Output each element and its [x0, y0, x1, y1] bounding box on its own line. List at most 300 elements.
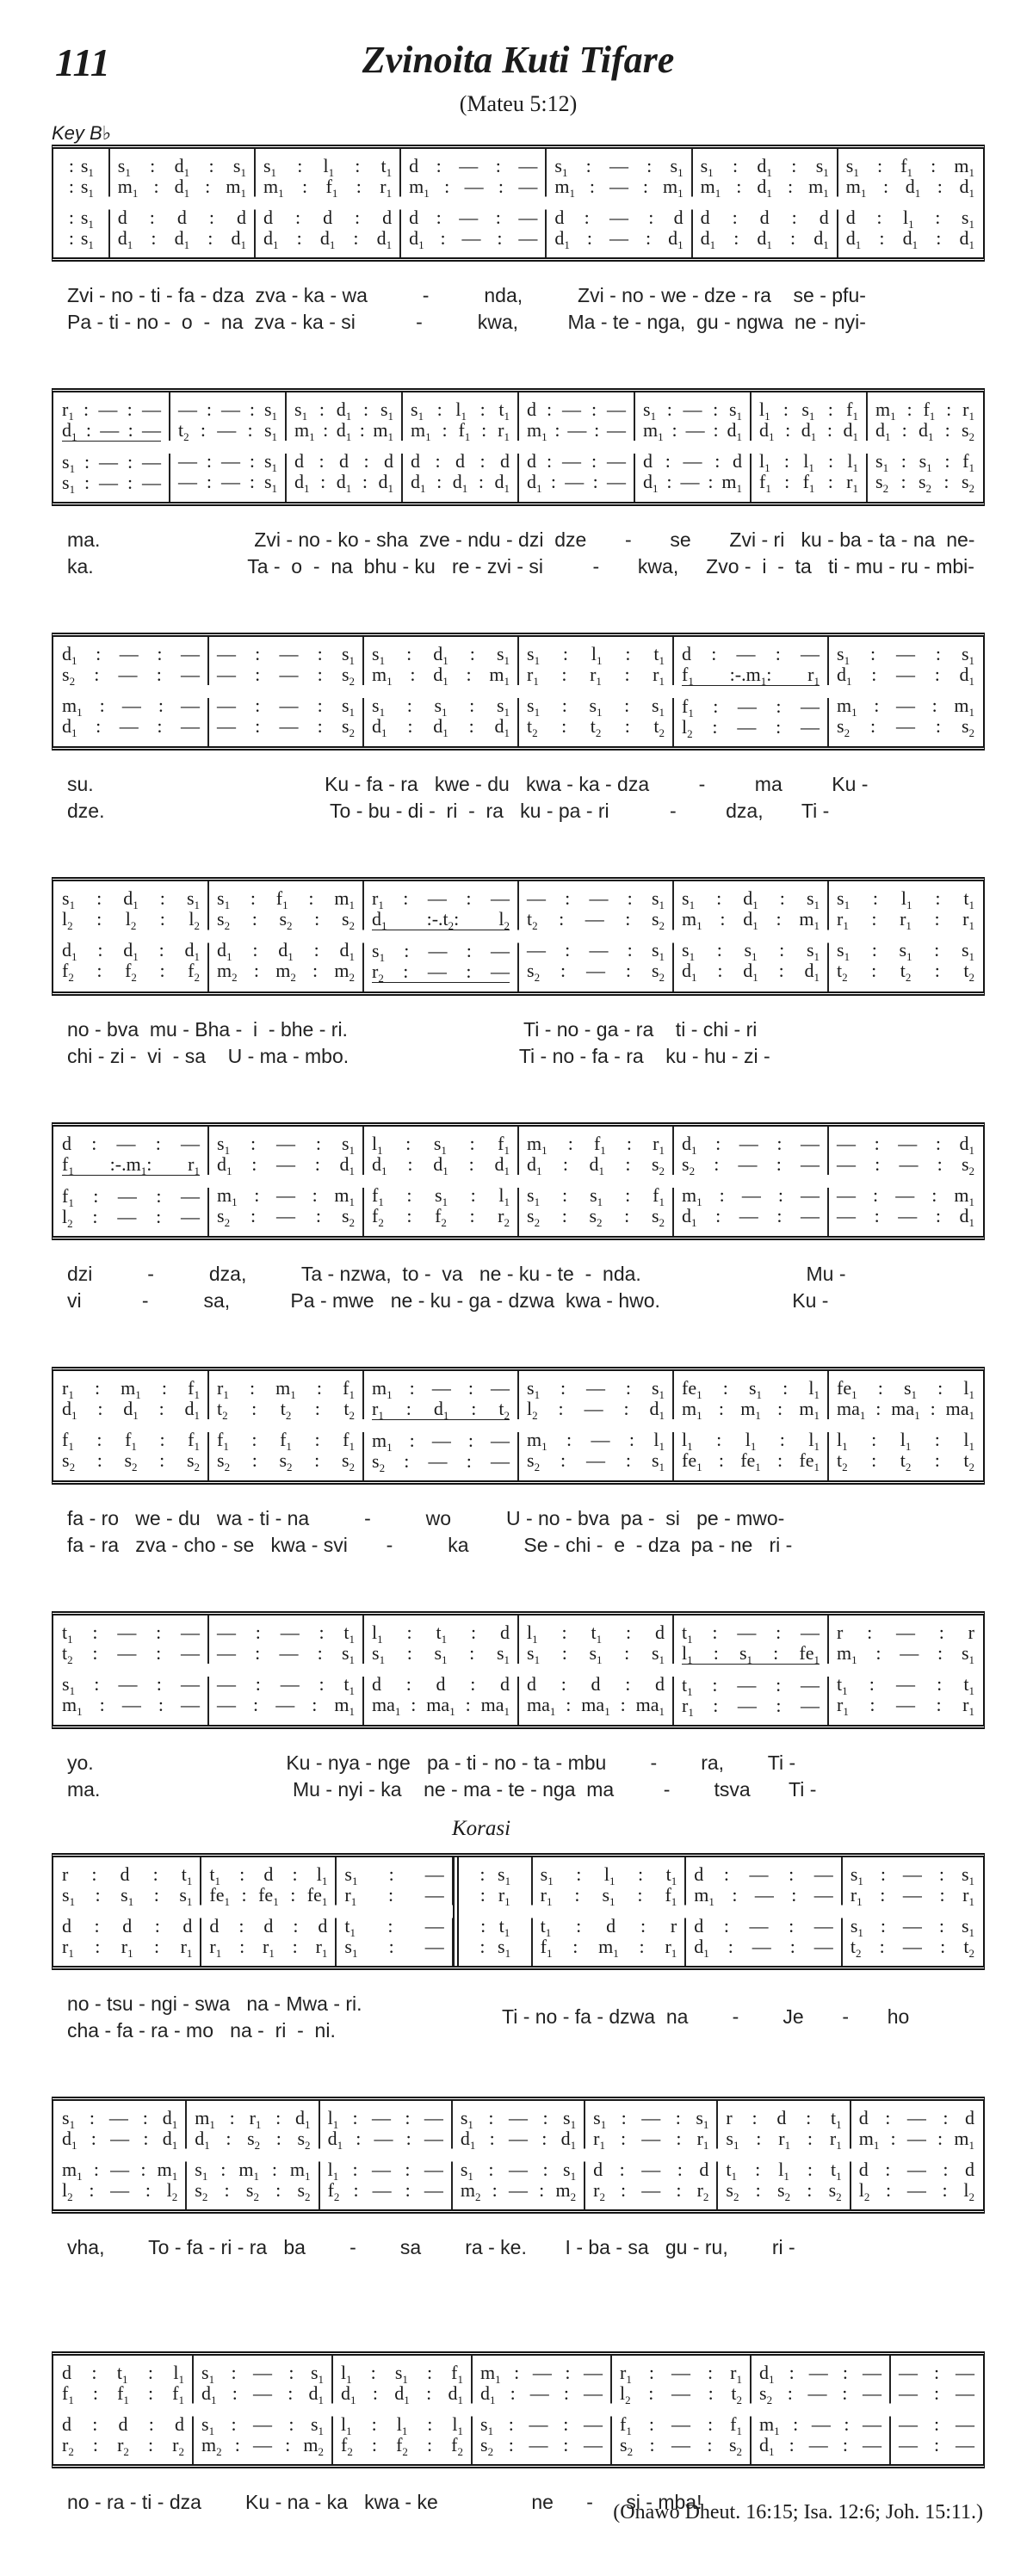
note-token: — — [837, 1133, 856, 1154]
note-token: d — [554, 207, 565, 228]
note-token: — — [837, 1153, 856, 1175]
note-token: : — [253, 960, 259, 981]
note-token: : — [789, 1936, 795, 1957]
note-token: s1 — [726, 2128, 739, 2152]
note-token: — — [253, 2434, 272, 2456]
note-token: : — [234, 2434, 240, 2456]
note-token: : — [637, 1884, 643, 1906]
voice-line-bass — [62, 2180, 177, 2201]
note-token: — — [956, 2434, 975, 2456]
voice-line-bass — [62, 1450, 200, 1471]
note-token: : — [147, 2362, 153, 2383]
note-token: : — [467, 1377, 473, 1399]
voice-line-alto — [372, 909, 510, 930]
voice-line-soprano — [62, 1622, 200, 1646]
voice-line-alto — [467, 1885, 523, 1906]
note-token: : — [563, 2434, 569, 2456]
voice-line-tenor — [859, 2159, 974, 2180]
note-token: $l_1$ — [745, 1429, 757, 1453]
note-token: $m_1$ — [372, 1430, 393, 1454]
voice-line-bass — [62, 1694, 200, 1718]
note-token: $m_1$ — [334, 887, 355, 911]
note-token: : — [253, 1694, 259, 1715]
note-token: s1 — [696, 2107, 709, 2131]
measure — [53, 1857, 201, 1966]
note-token: l1 — [682, 1642, 693, 1666]
note-token: : — [708, 2382, 714, 2404]
voice-line-tenor — [593, 2159, 708, 2180]
note-token: — — [276, 1133, 295, 1154]
note-token: : — [469, 1642, 475, 1664]
note-token: — — [518, 176, 538, 197]
note-token: fe1 — [209, 1884, 231, 1908]
note-token: m1 — [62, 2159, 83, 2183]
note-token: $r_1$ — [846, 471, 858, 495]
note-token: : — [943, 2159, 949, 2180]
note-token: $m_1$ — [275, 1377, 296, 1401]
note-token: : — [625, 643, 631, 664]
note-token: — — [671, 2382, 690, 2404]
note-token: : — [466, 940, 472, 961]
note-token: $t_2$ — [837, 960, 848, 984]
note-token: : — [154, 1936, 160, 1957]
voice-line-bass — [682, 960, 820, 984]
note-token: — — [220, 471, 240, 492]
note-token: : — [156, 1206, 162, 1227]
note-token: $l_2$ — [62, 908, 73, 932]
voice-line-alto — [62, 909, 200, 930]
note-token: : — [732, 1884, 738, 1906]
voice-line-soprano — [372, 1622, 510, 1646]
voice-line-alto — [178, 420, 277, 441]
note-token: : — [550, 471, 556, 492]
note-token: : — [355, 207, 361, 228]
note-token: $m_1$ — [411, 419, 431, 443]
note-token: d1 — [448, 2382, 463, 2406]
note-token: $s_2$ — [217, 1449, 231, 1473]
note-token: — — [754, 1884, 774, 1906]
note-token: : — [873, 1184, 879, 1206]
voice-line-soprano — [845, 155, 974, 179]
note-token: s1 — [195, 2159, 208, 2183]
note-token: ma1 — [426, 1694, 455, 1718]
note-token: $d_1$ — [527, 471, 542, 495]
note-token: : — [435, 450, 441, 472]
note-token: — — [749, 1915, 769, 1937]
note-token: $r_1$ — [188, 1153, 200, 1177]
note-token: — — [671, 2434, 690, 2456]
note-token: $d_1$ — [174, 155, 190, 179]
note-token: — — [431, 1377, 451, 1399]
note-token: : — [317, 715, 323, 737]
note-token: : — [713, 695, 719, 717]
note-token: : — [935, 1205, 941, 1226]
note-token: — — [811, 2413, 831, 2435]
note-token: fe1 — [306, 1884, 328, 1908]
note-token: $d_1$ — [372, 715, 387, 739]
notation-box — [52, 145, 985, 262]
note-token: $s_1$ — [728, 398, 742, 423]
note-token: l2 — [62, 2179, 73, 2203]
note-token: $d_1$ — [184, 939, 200, 963]
note-token: s2 — [480, 2434, 494, 2458]
note-token: — — [801, 1674, 820, 1696]
note-token: : — [867, 1622, 873, 1643]
note-token: — — [609, 207, 628, 228]
note-token: $d_1$ — [62, 643, 77, 667]
note-token: — — [217, 715, 236, 737]
note-token: : — [356, 176, 362, 197]
note-token: : — [158, 1398, 164, 1419]
note-token: : — [206, 471, 213, 492]
note-token: $f_1$ — [653, 1184, 665, 1208]
note-token: : — [627, 939, 633, 961]
note-token: : — [935, 207, 941, 228]
voice-line-tenor — [837, 1674, 974, 1695]
note-token: s1 — [201, 2413, 215, 2437]
note-token: t1 — [116, 2362, 128, 2386]
measure — [363, 1127, 518, 1236]
note-token: : — [937, 176, 943, 197]
measure — [363, 637, 518, 746]
note-token: : — [722, 1377, 728, 1399]
note-token: — — [279, 643, 299, 664]
note-token: — — [110, 2179, 130, 2201]
note-token: : — [92, 2382, 99, 2404]
note-token: d — [323, 207, 333, 228]
voice-line-tenor — [62, 207, 101, 231]
note-token: $f_1$ — [217, 1429, 229, 1453]
note-token: $s_1$ — [837, 643, 851, 667]
note-token: $l_1$ — [837, 1429, 848, 1453]
score-system-7 — [52, 1611, 985, 1803]
voice-line-tenor — [682, 940, 820, 961]
note-token: m2 — [555, 2179, 577, 2203]
note-token: : — [943, 471, 949, 492]
note-token: d1 — [201, 2382, 217, 2406]
note-token: — — [739, 1205, 758, 1226]
note-token: $l_1$ — [963, 1377, 974, 1401]
measure — [692, 149, 838, 257]
note-token: $r_1$ — [372, 887, 384, 911]
note-token: $s_2$ — [279, 1449, 293, 1473]
note-token: : — [91, 1133, 97, 1154]
note-token: m1 — [195, 2107, 215, 2131]
note-token: : — [405, 2179, 411, 2201]
voice-line-soprano — [620, 2362, 742, 2386]
note-token: d — [263, 207, 273, 228]
note-token: $d_1$ — [757, 176, 772, 200]
note-token: — — [424, 1936, 444, 1957]
note-token: s1 — [201, 2362, 215, 2386]
note-token: : — [407, 1153, 413, 1175]
voice-line-bass — [217, 960, 355, 984]
note-token: : — [479, 1863, 486, 1885]
note-token: t1 — [344, 1915, 356, 1939]
note-token: : — [312, 1694, 318, 1715]
note-token: : — [68, 176, 74, 197]
note-token: — — [424, 2107, 443, 2128]
note-token: $l_1$ — [591, 643, 603, 667]
note-token: : — [292, 1936, 298, 1957]
note-token: m1 — [837, 1642, 857, 1666]
note-token: $d_1$ — [409, 227, 424, 251]
note-token: $d_1$ — [682, 1205, 697, 1229]
note-token: : — [572, 1936, 578, 1957]
note-token: : — [594, 419, 600, 441]
lyrics-block — [67, 771, 985, 825]
note-token: : — [775, 643, 781, 664]
note-token: : — [319, 450, 325, 472]
note-token: : — [97, 939, 103, 961]
voice-line-tenor — [527, 1429, 665, 1453]
note-token: : — [275, 2179, 281, 2201]
note-token: d1 — [295, 2107, 311, 2131]
note-token: $d_1$ — [378, 471, 393, 495]
voice-line-soprano — [217, 1133, 355, 1157]
voice-line-bass — [726, 2180, 841, 2201]
note-token: : — [406, 1642, 412, 1664]
voice-line-soprano — [527, 888, 665, 909]
note-token: : — [232, 2382, 238, 2404]
note-token: ma1 — [480, 1694, 510, 1718]
note-token: : — [869, 1673, 875, 1695]
note-token: : — [241, 1884, 247, 1906]
note-token: $s_1$ — [232, 155, 246, 179]
notation-box — [52, 633, 985, 751]
note-token: : — [159, 960, 165, 981]
note-token: : — [479, 450, 486, 472]
voice-line-bass — [372, 1451, 510, 1472]
note-token: $d_1$ — [117, 227, 133, 251]
note-token: : — [874, 1205, 880, 1226]
note-token: : — [777, 1398, 783, 1419]
lyric-line-chorus-lead: Ti - no - fa - dzwa na - Je - ho — [502, 2005, 910, 2028]
note-token: — — [108, 2107, 128, 2128]
note-token: — — [863, 2413, 881, 2435]
note-token: $m_1$ — [808, 176, 829, 200]
note-token: $l_1$ — [682, 1429, 693, 1453]
note-token: : — [426, 2362, 433, 2383]
voice-line-tenor — [409, 207, 537, 228]
note-token: — — [801, 643, 820, 664]
note-token: s1 — [961, 1863, 974, 1887]
measure — [53, 1615, 208, 1725]
note-token: : — [495, 207, 501, 228]
voice-line-alto — [209, 1885, 327, 1906]
note-token: t1 — [831, 2159, 842, 2183]
note-token: $m_1$ — [837, 695, 857, 719]
note-token: : — [937, 2128, 943, 2149]
note-token: r1 — [121, 1936, 133, 1960]
note-token: — — [178, 471, 197, 492]
note-token: — — [527, 887, 546, 909]
note-token: : — [723, 1863, 729, 1885]
lyric-line: su. Ku - fa - ra kwe - du kwa - ka - dza - ma Ku - — [67, 773, 869, 795]
voice-line-tenor — [62, 1916, 192, 1937]
note-token: : — [308, 887, 314, 909]
note-token: s1 — [62, 1673, 76, 1697]
note-token: : — [871, 939, 877, 961]
note-token: m1 — [289, 2159, 311, 2183]
note-token: s1 — [394, 2362, 408, 2386]
note-token: : — [96, 1449, 102, 1471]
note-token: $m_1$ — [217, 1184, 238, 1208]
voice-line-soprano — [372, 1378, 510, 1399]
note-token: $d_1$ — [813, 227, 829, 251]
note-token: — — [424, 2159, 443, 2180]
note-token: d — [694, 1915, 704, 1937]
measure — [208, 1615, 363, 1725]
note-token: $s_1$ — [682, 887, 696, 911]
note-token: : — [151, 227, 157, 249]
voice-line-tenor — [837, 695, 974, 719]
note-token: — — [896, 643, 915, 664]
note-token: $s_1$ — [341, 643, 355, 667]
note-token: : — [933, 2382, 940, 2404]
voice-line-soprano — [694, 1864, 833, 1885]
note-token: : — [498, 176, 504, 197]
voice-line-bass — [62, 716, 200, 737]
voice-line-bass — [62, 960, 200, 984]
note-token: $f_1$ — [62, 1153, 74, 1177]
note-token: — — [671, 2413, 690, 2435]
voice-line-tenor — [372, 1430, 510, 1454]
note-token: s1 — [460, 2107, 473, 2131]
note-token: — — [121, 695, 141, 716]
note-token: $s_2$ — [961, 1153, 974, 1177]
note-token: — — [279, 1642, 299, 1664]
note-token: : — [255, 1622, 261, 1643]
note-token: : — [444, 176, 450, 197]
voice-line-alto — [694, 1885, 833, 1906]
note-token: — — [99, 472, 119, 493]
note-token: : — [479, 398, 486, 420]
note-token: $d_1$ — [433, 643, 448, 667]
note-token: : — [716, 887, 722, 909]
note-token: l2 — [858, 2179, 870, 2203]
note-token: — — [752, 1936, 771, 1957]
note-token: r2 — [62, 2434, 74, 2458]
note-token: $s_1$ — [80, 176, 94, 200]
note-token: — — [739, 1133, 758, 1154]
note-token: : — [628, 1429, 634, 1450]
note-token: $d_1$ — [184, 1398, 200, 1422]
note-token: — — [529, 2434, 548, 2456]
voice-line-soprano — [217, 1622, 355, 1646]
note-token: : — [91, 1863, 97, 1885]
note-token: : — [885, 2159, 891, 2180]
note-token: — — [808, 2434, 828, 2456]
note-token: t1 — [343, 1673, 355, 1697]
voice-line-alto — [62, 176, 101, 200]
note-token: $t_2$ — [498, 1398, 510, 1422]
note-token: d — [372, 1673, 381, 1695]
note-token: : — [625, 1184, 631, 1206]
note-token: m1 — [334, 1694, 355, 1718]
note-token: s1 — [434, 1642, 448, 1666]
note-token: $s_1$ — [527, 695, 541, 719]
measure — [109, 149, 255, 257]
note-token: $fe_1$ — [837, 1377, 857, 1401]
note-token: : — [466, 887, 472, 909]
note-token: — — [808, 2362, 828, 2383]
note-token: $l_2$ — [62, 1206, 73, 1230]
voice-line-bass — [372, 961, 510, 983]
note-token: : — [645, 227, 652, 249]
note-token: : — [388, 1863, 394, 1885]
note-token: : — [625, 960, 632, 981]
note-token: $s_1$ — [845, 155, 859, 179]
voice-line-alto — [759, 420, 858, 441]
voice-line-alto — [899, 2383, 974, 2404]
note-token: — — [956, 2362, 975, 2383]
note-token: : — [488, 2159, 494, 2180]
note-token: : — [319, 1673, 325, 1695]
note-token: $m_1$ — [334, 1184, 355, 1208]
note-token: : — [574, 1884, 580, 1906]
note-token: $s_1$ — [589, 695, 603, 719]
note-token: $s_1$ — [62, 451, 76, 475]
note-token: — — [607, 398, 626, 420]
note-token: : — [677, 2159, 683, 2180]
note-token: $s_1$ — [748, 1377, 762, 1401]
note-token: : — [719, 1184, 725, 1206]
note-token: d — [318, 1915, 328, 1937]
note-token: t1 — [837, 1673, 848, 1697]
note-token: : — [153, 176, 159, 197]
note-token: $d_1$ — [959, 227, 974, 251]
note-token: — — [807, 2382, 827, 2404]
note-token: : — [711, 643, 717, 664]
page-header — [52, 39, 985, 145]
voice-line-soprano — [217, 888, 355, 909]
note-token: $s_1$ — [651, 1377, 665, 1401]
note-token: d1 — [308, 2382, 324, 2406]
voice-line-alto — [759, 2383, 881, 2404]
note-token: — — [737, 1674, 757, 1696]
note-token: : — [96, 960, 102, 981]
voice-line-bass — [62, 1936, 193, 1960]
note-token: $m_1$ — [799, 908, 820, 932]
note-token: s1 — [651, 1642, 665, 1666]
note-token: $s_1$ — [80, 155, 94, 179]
note-token: : — [885, 2107, 891, 2128]
note-token: : — [275, 2107, 281, 2128]
note-token: : — [436, 471, 442, 492]
measure — [53, 1371, 208, 1480]
voice-line-soprano — [643, 398, 742, 423]
note-token: $s_1$ — [372, 695, 386, 719]
note-token: : — [405, 2159, 411, 2180]
note-token: r1 — [593, 2128, 605, 2152]
note-token: s1 — [850, 1915, 863, 1939]
note-token: t1 — [591, 1622, 603, 1646]
note-token: l1 — [316, 1863, 328, 1887]
note-token: : — [942, 2179, 948, 2201]
note-token: : — [92, 1642, 98, 1664]
note-token: d1 — [460, 2128, 476, 2152]
note-token: : — [584, 207, 590, 228]
voice-line-soprano — [837, 643, 974, 667]
note-token: s2 — [759, 2382, 773, 2406]
voice-line-tenor — [62, 1674, 200, 1695]
voice-line-soprano — [62, 888, 200, 909]
voice-line-soprano — [554, 155, 684, 179]
note-token: : — [94, 1673, 100, 1695]
note-token: $m_1$ — [682, 908, 702, 932]
voice-line-soprano — [178, 398, 277, 423]
